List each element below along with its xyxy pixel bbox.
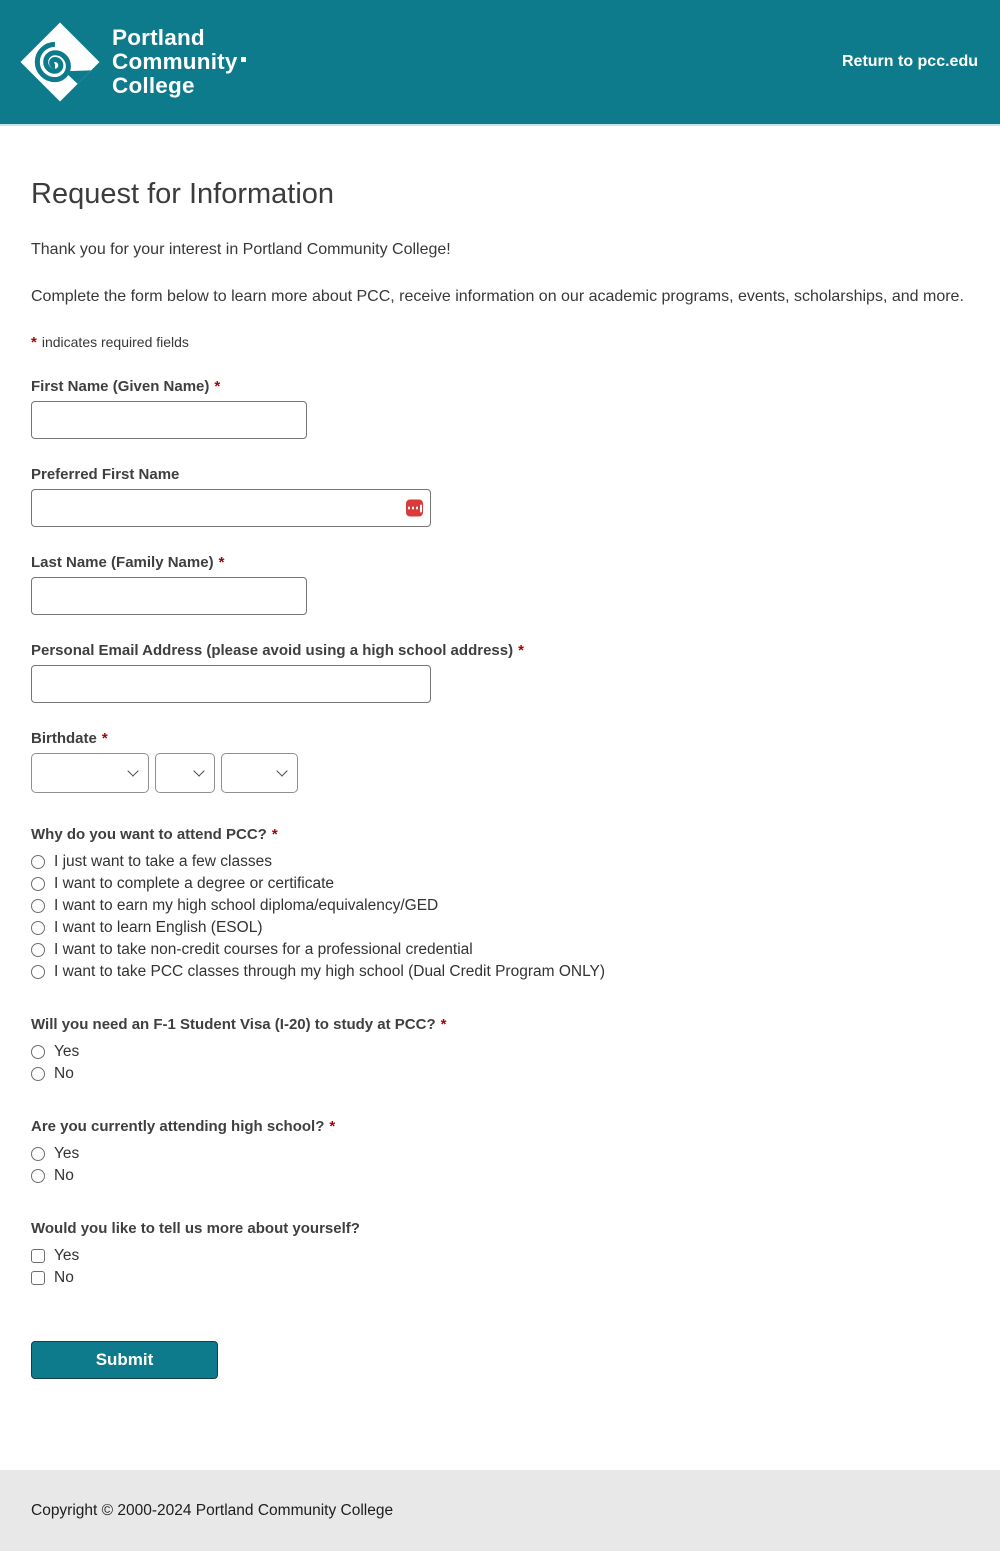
radio-button-icon[interactable] — [31, 1147, 45, 1161]
return-to-pcc-link[interactable]: Return to pcc.edu — [841, 53, 978, 70]
form-content — [0, 126, 1000, 1470]
attending-high-school-label: Are you currently attending high school? * — [31, 1118, 336, 1135]
required-asterisk: * — [271, 826, 278, 843]
field-group-preferred-first-name — [31, 465, 969, 527]
chevron-down-icon — [193, 765, 204, 776]
preferred-first-name-input[interactable] — [31, 489, 431, 527]
intro-paragraph-1: Thank you for your interest in Portland Community College! — [31, 241, 451, 258]
submit-button[interactable]: Submit — [31, 1341, 218, 1379]
birthdate-year-select[interactable] — [221, 753, 298, 793]
birthdate-label: Birthdate * — [31, 730, 108, 747]
checkbox-icon[interactable] — [31, 1249, 45, 1263]
preferred-first-name-label: Preferred First Name — [31, 466, 180, 483]
logo-dot — [241, 57, 246, 62]
last-name-input[interactable] — [31, 577, 307, 615]
radio-button-icon[interactable] — [31, 1169, 45, 1183]
required-note — [31, 334, 969, 351]
chevron-down-icon — [127, 765, 138, 776]
last-name-label: Last Name (Family Name) * — [31, 554, 225, 571]
why-attend-options — [31, 851, 969, 983]
tell-us-more-option-yes[interactable]: Yes — [31, 1245, 969, 1267]
why-attend-option-3[interactable]: I want to earn my high school diploma/equivalency/GED — [31, 895, 969, 917]
field-group-last-name — [31, 553, 969, 615]
wordmark-line-2: Community — [112, 50, 246, 74]
copyright-text: Copyright © 2000-2024 Portland Community College — [31, 1501, 394, 1519]
required-asterisk: * — [329, 1118, 336, 1135]
checkbox-icon[interactable] — [31, 1271, 45, 1285]
why-attend-option-2[interactable]: I want to complete a degree or certificate — [31, 873, 969, 895]
question-group-f1-visa — [31, 1015, 969, 1085]
birthdate-selects — [31, 753, 969, 793]
required-asterisk: * — [218, 554, 225, 571]
required-note-text: indicates required fields — [41, 334, 189, 350]
why-attend-option-5[interactable]: I want to take non-credit courses for a professional credential — [31, 939, 969, 961]
field-group-birthdate — [31, 729, 969, 793]
field-group-email — [31, 641, 969, 703]
why-attend-option-4[interactable]: I want to learn English (ESOL) — [31, 917, 969, 939]
password-manager-autofill-icon[interactable] — [406, 500, 423, 517]
radio-button-icon[interactable] — [31, 877, 45, 891]
required-asterisk: * — [31, 334, 37, 351]
site-header — [0, 0, 1000, 126]
radio-button-icon[interactable] — [31, 921, 45, 935]
radio-button-icon[interactable] — [31, 1045, 45, 1059]
question-group-tell-us-more — [31, 1219, 969, 1289]
question-group-why-attend — [31, 825, 969, 983]
required-asterisk: * — [214, 378, 221, 395]
first-name-label: First Name (Given Name) * — [31, 378, 221, 395]
why-attend-label: Why do you want to attend PCC? * — [31, 826, 278, 843]
radio-button-icon[interactable] — [31, 1067, 45, 1081]
pcc-logo[interactable] — [18, 17, 246, 107]
birthdate-month-select[interactable] — [31, 753, 149, 793]
preferred-first-name-wrap — [31, 489, 431, 527]
site-footer — [0, 1470, 1000, 1551]
required-asterisk: * — [101, 730, 108, 747]
intro-paragraph-2: Complete the form below to learn more about PCC, receive information on our academic programs, events, scholarships, and more. — [31, 288, 964, 305]
email-input[interactable] — [31, 665, 431, 703]
wordmark-line-1: Portland — [112, 25, 205, 50]
question-group-attending-high-school — [31, 1117, 969, 1187]
attending-high-school-options — [31, 1143, 969, 1187]
f1-visa-options — [31, 1041, 969, 1085]
pcc-diamond-spiral-icon — [18, 17, 102, 107]
required-asterisk: * — [518, 642, 524, 659]
first-name-input[interactable] — [31, 401, 307, 439]
f1-visa-label: Will you need an F-1 Student Visa (I-20) to study at PCC? * — [31, 1016, 447, 1033]
radio-button-icon[interactable] — [31, 965, 45, 979]
f1-visa-option-no[interactable]: No — [31, 1063, 969, 1085]
why-attend-option-6[interactable]: I want to take PCC classes through my high school (Dual Credit Program ONLY) — [31, 961, 969, 983]
radio-button-icon[interactable] — [31, 899, 45, 913]
page-title: Request for Information — [31, 178, 335, 210]
why-attend-option-1[interactable]: I just want to take a few classes — [31, 851, 969, 873]
required-asterisk: * — [440, 1016, 447, 1033]
field-group-first-name — [31, 377, 969, 439]
birthdate-day-select[interactable] — [155, 753, 215, 793]
chevron-down-icon — [276, 765, 287, 776]
tell-us-more-options — [31, 1245, 969, 1289]
email-label: Personal Email Address (please avoid using a high school address) * — [31, 642, 524, 659]
pcc-wordmark — [112, 26, 246, 98]
attending-high-school-option-yes[interactable]: Yes — [31, 1143, 969, 1165]
tell-us-more-option-no[interactable]: No — [31, 1267, 969, 1289]
tell-us-more-label: Would you like to tell us more about yourself? — [31, 1220, 360, 1237]
radio-button-icon[interactable] — [31, 943, 45, 957]
f1-visa-option-yes[interactable]: Yes — [31, 1041, 969, 1063]
attending-high-school-option-no[interactable]: No — [31, 1165, 969, 1187]
radio-button-icon[interactable] — [31, 855, 45, 869]
wordmark-line-3: College — [112, 73, 195, 98]
